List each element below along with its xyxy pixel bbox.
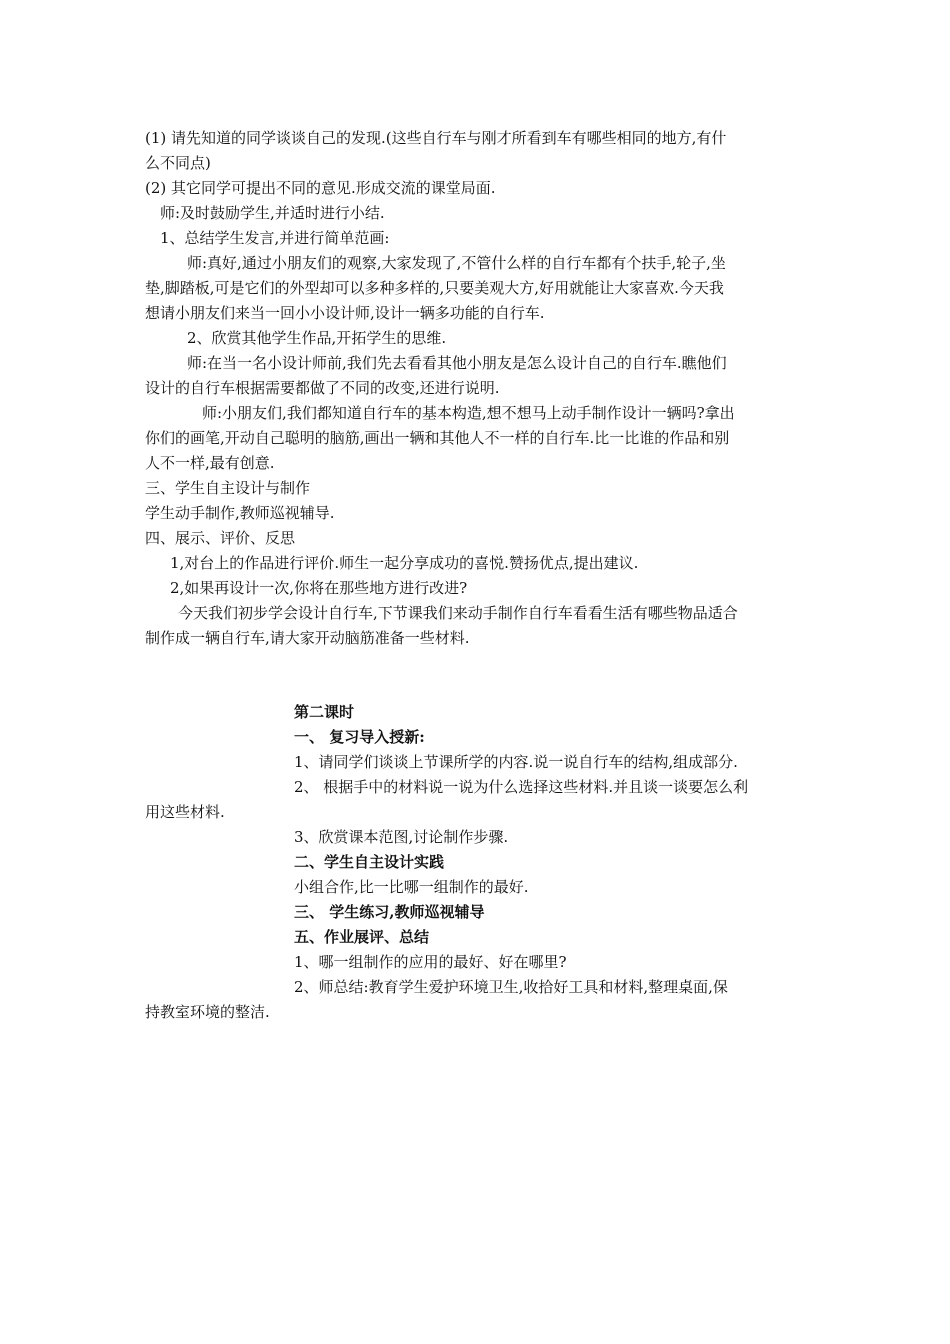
para-line: 小组合作,比一比哪一组制作的最好. bbox=[294, 878, 529, 896]
para-line: 3、欣赏课本范图,讨论制作步骤. bbox=[294, 828, 509, 846]
para-line: 2、欣赏其他学生作品,开拓学生的思维. bbox=[187, 329, 447, 347]
para-line: 想请小朋友们来当一回小小设计师,设计一辆多功能的自行车. bbox=[145, 304, 545, 322]
section-heading: 三、 学生练习,教师巡视辅导 bbox=[294, 903, 485, 921]
section-heading: 二、学生自主设计实践 bbox=[294, 853, 445, 871]
para-line: 师:在当一名小设计师前,我们先去看看其他小朋友是怎么设计自己的自行车.瞧他们 bbox=[187, 354, 727, 372]
para-line: 你们的画笔,开动自己聪明的脑筋,画出一辆和其他人不一样的自行车.比一比谁的作品和别 bbox=[145, 429, 730, 447]
para-line: 师:及时鼓励学生,并适时进行小结. bbox=[160, 204, 385, 222]
section-heading: 三、学生自主设计与制作 bbox=[145, 479, 311, 497]
section-heading: 一、 复习导入授新: bbox=[294, 728, 425, 746]
para-line: 1、请同学们谈谈上节课所学的内容.说一说自行车的结构,组成部分. bbox=[294, 753, 738, 771]
section-heading: 五、作业展评、总结 bbox=[294, 928, 430, 946]
section-heading: 四、展示、评价、反思 bbox=[145, 529, 296, 547]
para-line: 2、师总结:教育学生爱护环境卫生,收拾好工具和材料,整理桌面,保 bbox=[294, 978, 728, 996]
para-line: 持教室环境的整洁. bbox=[145, 1003, 270, 1021]
para-line: 设计的自行车根据需要都做了不同的改变,还进行说明. bbox=[145, 379, 500, 397]
para-line: 么不同点) bbox=[145, 154, 211, 172]
para-line: 垫,脚踏板,可是它们的外型却可以多种多样的,只要美观大方,好用就能让大家喜欢.今天我 bbox=[145, 279, 724, 297]
para-line: 师:真好,通过小朋友们的观察,大家发现了,不管什么样的自行车都有个扶手,轮子,坐 bbox=[187, 254, 726, 272]
para-line: 学生动手制作,教师巡视辅导. bbox=[145, 504, 335, 522]
para-line: (2) 其它同学可提出不同的意见.形成交流的课堂局面. bbox=[145, 179, 496, 197]
para-line: 1、哪一组制作的应用的最好、好在哪里? bbox=[294, 953, 567, 971]
para-line: 1,对台上的作品进行评价.师生一起分享成功的喜悦.赞扬优点,提出建议. bbox=[170, 554, 639, 572]
para-line: 1、总结学生发言,并进行简单范画: bbox=[160, 229, 390, 247]
para-line: 2,如果再设计一次,你将在那些地方进行改进? bbox=[170, 579, 468, 597]
para-line: 2、 根据手中的材料说一说为什么选择这些材料.并且谈一谈要怎么利 bbox=[294, 778, 749, 796]
para-line: 今天我们初步学会设计自行车,下节课我们来动手制作自行车看看生活有哪些物品适合 bbox=[178, 604, 738, 622]
para-line: 用这些材料. bbox=[145, 803, 225, 821]
para-line: 师:小朋友们,我们都知道自行车的基本构造,想不想马上动手制作设计一辆吗?拿出 bbox=[202, 404, 735, 422]
para-line: 制作成一辆自行车,请大家开动脑筋准备一些材料. bbox=[145, 629, 470, 647]
para-line: 人不一样,最有创意. bbox=[145, 454, 275, 472]
para-line: (1) 请先知道的同学谈谈自己的发现.(这些自行车与刚才所看到车有哪些相同的地方,有什 bbox=[145, 129, 727, 147]
lesson-title: 第二课时 bbox=[294, 703, 355, 721]
